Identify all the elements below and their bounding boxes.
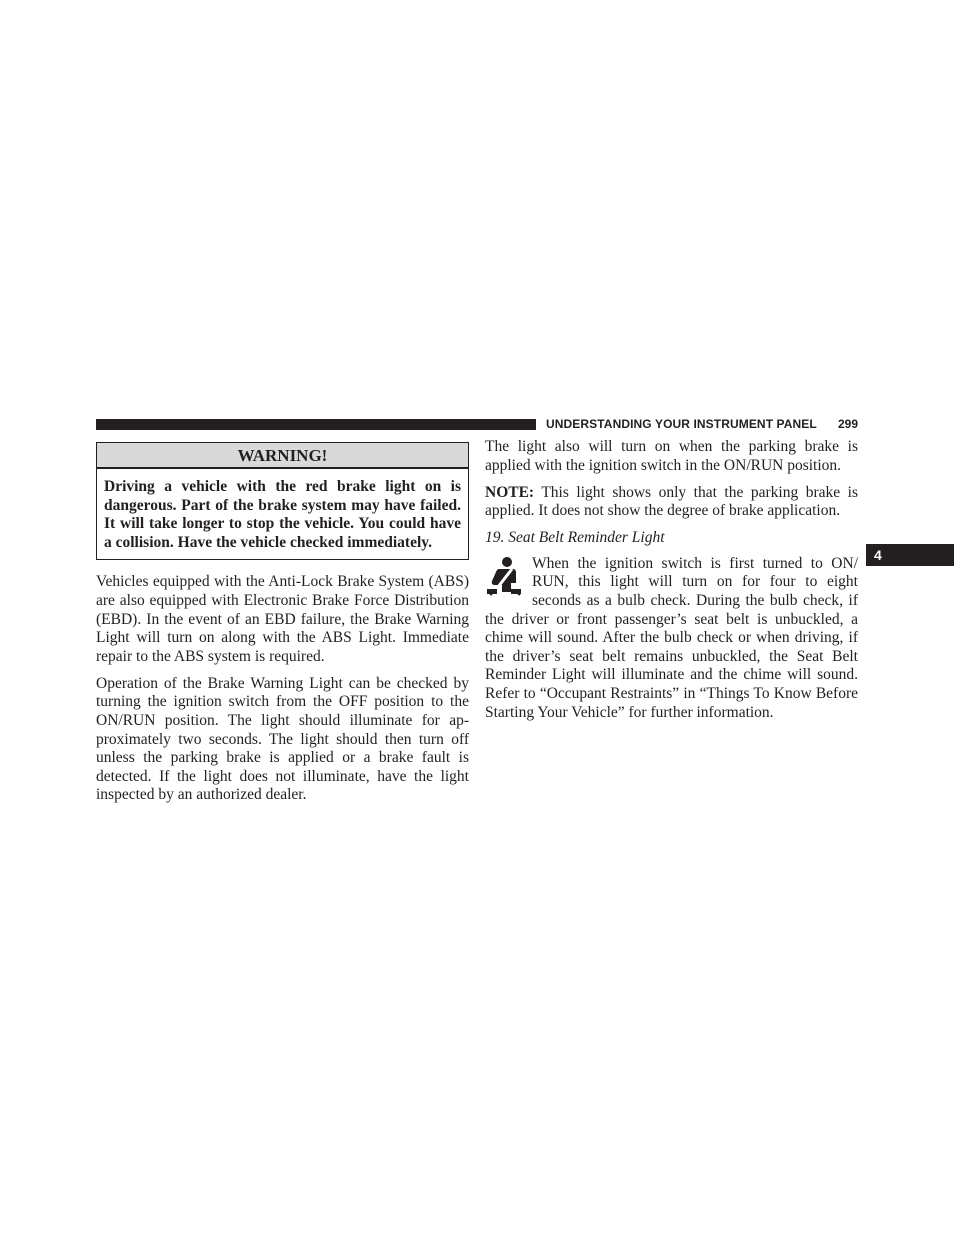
warning-box bbox=[96, 442, 469, 560]
chapter-tab bbox=[866, 544, 954, 566]
warning-heading: WARNING! bbox=[97, 443, 468, 469]
left-column bbox=[96, 442, 469, 813]
right-column bbox=[485, 438, 858, 730]
note-label: NOTE: bbox=[485, 483, 535, 501]
chapter-tab-number: 4 bbox=[874, 547, 882, 563]
note-paragraph bbox=[485, 484, 858, 521]
section-subheading: 19. Seat Belt Reminder Light bbox=[485, 529, 665, 547]
seatbelt-paragraph: When the ignition switch is first turned to ON/ RUN, this light will turn on for four to eight seconds as a bulb check. During the bulb check, if the driver or front passenger’s seat belt is unbuckled, a chime will sound. After the bulb check or when driving, if the driver’s seat belt remains unbuckled, the Seat Belt Reminder Light will illuminate and the chime will sound. Refer to “Occupant Restraints” in “Things To Know Before Starting Your Vehicle” for further information. bbox=[485, 554, 858, 721]
page-number: 299 bbox=[838, 417, 859, 431]
seatbelt-section bbox=[485, 555, 858, 731]
ebd-paragraph: Vehicles equipped with the Anti-Lock Brake System (ABS) are also equipped with Electronic Brake Force Distribution (EBD). In the event of an EBD failure, the Brake Warning Light will turn on along with the ABS Light. Immediate repair to the ABS system is required. bbox=[96, 573, 469, 665]
header-rule-bar bbox=[96, 419, 536, 430]
parking-brake-paragraph: The light also will turn on when the parking brake is applied with the ignition switch in the ON/RUN position. bbox=[485, 438, 858, 474]
note-text: This light shows only that the parking brake is applied. It does not show the degree of brake application. bbox=[485, 483, 858, 520]
seat-belt-reminder-icon bbox=[485, 556, 523, 596]
running-header-title: UNDERSTANDING YOUR INSTRUMENT PANEL bbox=[546, 417, 817, 431]
brake-light-check-paragraph: Operation of the Brake Warning Light can be checked by turning the ignition switch from the OFF position to the ON/RUN position. The light should illuminate for approximately two seconds. The light should then turn off unless the parking brake is applied or a brake fault is detected. If the light does not illuminate, have the light inspected by an authorized dealer. bbox=[96, 674, 469, 804]
warning-text: Driving a vehicle with the red brake light on is dangerous. Part of the brake system may have failed. It will take longer to stop the vehicle. You could have a collision. Have the vehicle checked immediately. bbox=[104, 478, 461, 551]
